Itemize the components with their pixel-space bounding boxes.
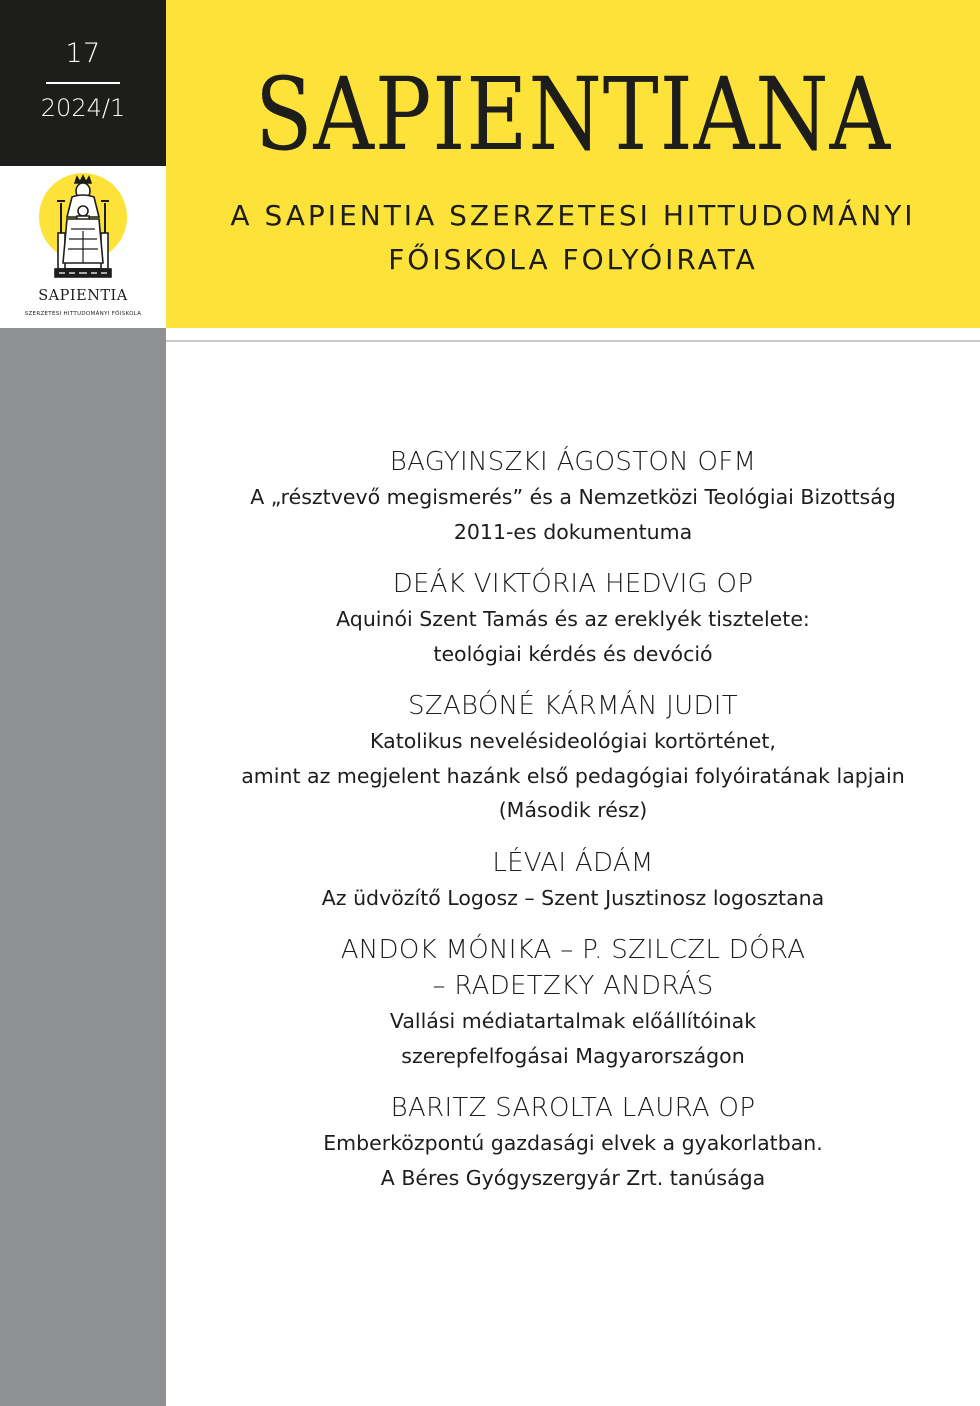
issue-date: 2024/1 (40, 94, 126, 122)
article-author: – RADETZKY ANDRÁS (432, 971, 714, 1001)
toc-entry (166, 566, 980, 671)
article-title: Aquinói Szent Tamás és az ereklyék tisztelete: (336, 607, 810, 631)
logo-wordmark: SAPIENTIA (38, 288, 128, 304)
article-title: 2011-es dokumentuma (453, 519, 693, 544)
toc-entry (166, 444, 980, 549)
toc-entry (166, 845, 980, 916)
article-title: Vallási médiatartalmak előállítóinak (389, 1009, 757, 1033)
logo-subtitle: SZERZETESI HITTUDOMÁNYI FŐISKOLA (24, 311, 142, 317)
article-author: ANDOK MÓNIKA – P. SZILCZL DÓRA (340, 935, 806, 965)
publisher-logo (0, 166, 166, 328)
masthead (166, 0, 980, 328)
article-author: SZABÓNÉ KÁRMÁN JUDIT (408, 691, 738, 721)
journal-title: SAPIENTIANA (254, 56, 892, 173)
article-title: szerepfelfogásai Magyarországon (401, 1043, 745, 1068)
article-title: teológiai kérdés és devóció (433, 641, 713, 666)
article-title: Katolikus nevelésideológiai kortörténet, (370, 729, 776, 753)
article-title: (Második rész) (498, 798, 648, 822)
issue-divider (46, 82, 120, 84)
toc-entry (166, 688, 980, 828)
article-title: A „résztvevő megismerés” és a Nemzetközi Teológiai Bizottság (250, 485, 896, 509)
journal-subtitle-line: A SAPIENTIA SZERZETESI HITTUDOMÁNYI (230, 199, 916, 232)
article-author: LÉVAI ÁDÁM (492, 847, 654, 878)
article-title: Az üdvözítő Logosz – Szent Jusztinosz logosztana (321, 885, 825, 910)
article-author: DEÁK VIKTÓRIA HEDVIG OP (392, 569, 754, 599)
article-author: BAGYINSZKI ÁGOSTON OFM (389, 447, 757, 477)
toc-entry (166, 1090, 980, 1195)
journal-subtitle (166, 194, 980, 282)
issue-box (0, 0, 166, 166)
journal-subtitle-line: FŐISKOLA FOLYÓIRATA (388, 243, 758, 276)
table-of-contents (166, 444, 980, 1212)
issue-number: 17 (65, 38, 101, 69)
article-title: amint az megjelent hazánk első pedagógiai folyóiratának lapjain (241, 763, 905, 788)
article-title: Emberközpontú gazdasági elvek a gyakorlatban. (323, 1131, 823, 1155)
article-author: BARITZ SAROLTA LAURA OP (390, 1093, 756, 1123)
toc-entry (166, 932, 980, 1073)
header-divider (166, 340, 980, 342)
article-title: A Béres Gyógyszergyár Zrt. tanúsága (380, 1165, 766, 1190)
madonna-statue-icon (39, 173, 127, 283)
